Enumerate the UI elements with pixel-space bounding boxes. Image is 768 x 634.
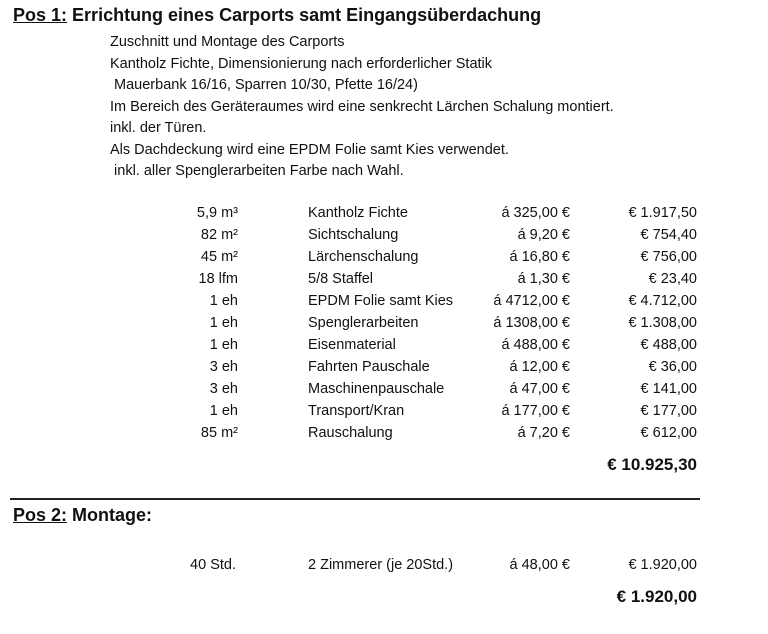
- unit-price-cell: á 16,80 €: [509, 249, 570, 265]
- total-cell: € 1.308,00: [628, 315, 697, 331]
- description-line: Kantholz Fichte, Dimensionierung nach erforderlicher Statik: [110, 55, 493, 72]
- pos1-heading: [13, 5, 541, 26]
- unit-price-cell: á 1,30 €: [517, 271, 570, 287]
- pos2-label: Pos 2:: [13, 505, 68, 525]
- table-row: [0, 557, 768, 579]
- item-cell: Kantholz Fichte: [308, 205, 408, 221]
- total-cell: € 754,40: [640, 227, 697, 243]
- description-line: inkl. aller Spenglerarbeiten Farbe nach Wahl.: [110, 163, 404, 179]
- pos2-heading: [13, 505, 152, 526]
- item-cell: Maschinenpauschale: [308, 381, 445, 397]
- qty-cell: 40 Std.: [190, 557, 236, 573]
- unit-price-cell: á 4712,00 €: [493, 293, 570, 309]
- item-cell: 2 Zimmerer (je 20Std.): [308, 557, 454, 573]
- item-cell: 5/8 Staffel: [308, 271, 374, 287]
- pos1-description: [110, 32, 614, 183]
- description-line: Als Dachdeckung wird eine EPDM Folie samt Kies verwendet.: [110, 141, 509, 158]
- table-row: [0, 359, 768, 381]
- total-cell: € 612,00: [640, 425, 697, 441]
- unit-price-cell: á 47,00 €: [509, 381, 570, 397]
- unit-price-cell: á 325,00 €: [501, 205, 570, 221]
- pos1-label: Pos 1:: [13, 5, 68, 25]
- item-cell: Lärchenschalung: [308, 249, 419, 265]
- total-cell: € 488,00: [640, 337, 697, 353]
- qty-cell: 85 m²: [200, 425, 238, 441]
- qty-cell: 3 eh: [209, 359, 238, 375]
- unit-price-cell: á 9,20 €: [517, 227, 570, 243]
- description-line: Im Bereich des Geräteraumes wird eine senkrecht Lärchen Schalung montiert.: [110, 98, 614, 115]
- item-cell: Rauschalung: [308, 425, 393, 441]
- table-row: [0, 425, 768, 447]
- total-cell: € 756,00: [640, 249, 697, 265]
- qty-cell: 1 eh: [209, 337, 238, 353]
- table-row: [0, 315, 768, 337]
- qty-cell: 5,9 m³: [196, 205, 238, 221]
- qty-cell: 45 m²: [200, 249, 238, 265]
- table-row: [0, 337, 768, 359]
- description-line: Mauerbank 16/16, Sparren 10/30, Pfette 16/24): [110, 77, 418, 93]
- qty-cell: 82 m²: [200, 227, 238, 243]
- description-line: Zuschnitt und Montage des Carports: [110, 34, 345, 50]
- table-row: [0, 249, 768, 271]
- qty-cell: 18 lfm: [198, 271, 238, 287]
- table-row: [0, 381, 768, 403]
- total-cell: € 1.917,50: [628, 205, 697, 221]
- section-divider: [10, 498, 700, 500]
- description-line: inkl. der Türen.: [110, 120, 207, 136]
- total-cell: € 23,40: [648, 271, 697, 287]
- pos2-title: Montage:: [72, 505, 153, 525]
- pos1-title: Errichtung eines Carports samt Eingangsüberdachung: [72, 5, 542, 25]
- total-cell: € 36,00: [648, 359, 697, 375]
- item-cell: EPDM Folie samt Kies: [308, 293, 454, 309]
- table-row: [0, 271, 768, 293]
- qty-cell: 3 eh: [209, 381, 238, 397]
- total-cell: € 1.920,00: [628, 557, 697, 573]
- pos1-sum: € 10.925,30: [607, 455, 697, 474]
- table-row: [0, 403, 768, 425]
- item-cell: Sichtschalung: [308, 227, 399, 243]
- table-row: [0, 205, 768, 227]
- unit-price-cell: á 177,00 €: [501, 403, 570, 419]
- total-cell: € 141,00: [640, 381, 697, 397]
- item-cell: Fahrten Pauschale: [308, 359, 430, 375]
- unit-price-cell: á 7,20 €: [517, 425, 570, 441]
- qty-cell: 1 eh: [209, 293, 238, 309]
- table-row: [0, 293, 768, 315]
- qty-cell: 1 eh: [209, 315, 238, 331]
- unit-price-cell: á 488,00 €: [501, 337, 570, 353]
- pos2-sum: € 1.920,00: [616, 587, 697, 606]
- unit-price-cell: á 48,00 €: [509, 557, 570, 573]
- item-cell: Eisenmaterial: [308, 337, 396, 353]
- qty-cell: 1 eh: [209, 403, 238, 419]
- unit-price-cell: á 1308,00 €: [493, 315, 570, 331]
- unit-price-cell: á 12,00 €: [509, 359, 570, 375]
- item-cell: Transport/Kran: [308, 403, 405, 419]
- total-cell: € 177,00: [640, 403, 697, 419]
- table-row: [0, 227, 768, 249]
- item-cell: Spenglerarbeiten: [308, 315, 419, 331]
- total-cell: € 4.712,00: [628, 293, 697, 309]
